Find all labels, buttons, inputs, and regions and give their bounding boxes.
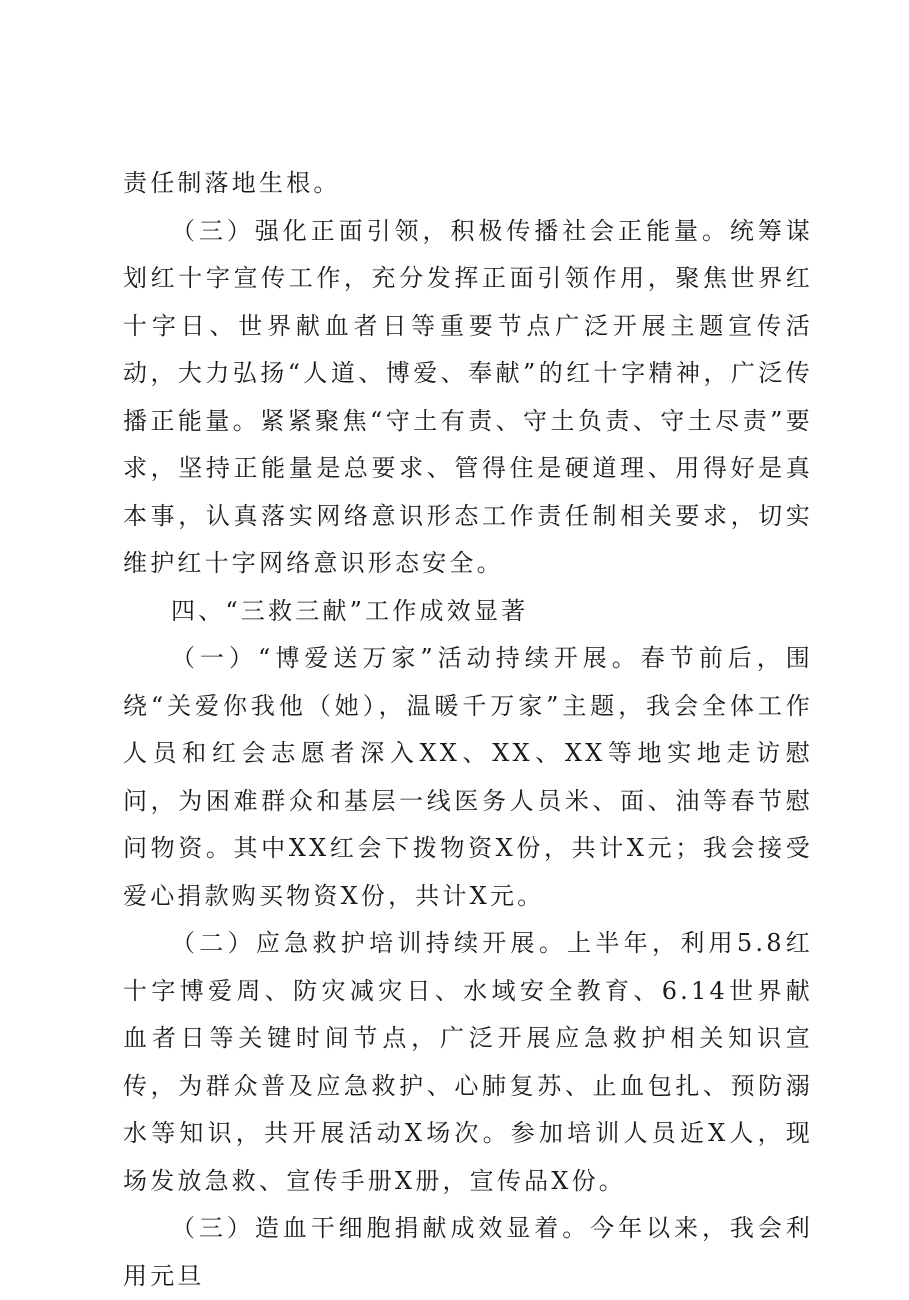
paragraph-love-to-homes: （一）“博爱送万家”活动持续开展。春节前后，围绕“关爱你我他（她），温暖千万家”主题，我会全体工作人员和红会志愿者深入XX、XX、XX等地实地走访慰问，为困难群众和基层一线医务人员米、面、油等春节慰问物资。其中XX红会下拨物资X份，共计X元；我会接受爱心捐款购买物资X份，共计X元。 — [123, 644, 813, 910]
paragraph-emergency-training: （二）应急救护培训持续开展。上半年，利用5.8红十字博爱周、防灾减灾日、水域安全教育、6.14世界献血者日等关键时间节点，广泛开展应急救护相关知识宣传，为群众普及应急救护、心肺复苏、止血包扎、预防溺水等知识，共开展活动X场次。参加培训人员近X人，现场发放急救、宣传手册X册，宣传品X份。 — [123, 929, 813, 1195]
paragraph-positive-guidance: （三）强化正面引领，积极传播社会正能量。统筹谋划红十字宣传工作，充分发挥正面引领作用，聚焦世界红十字日、世界献血者日等重要节点广泛开展主题宣传活动，大力弘扬“人道、博爱、奉献”的红十字精神，广泛传播正能量。紧紧聚焦“守土有责、守土负责、守土尽责”要求，坚持正能量是总要求、管得住是硬道理、用得好是真本事，认真落实网络意识形态工作责任制相关要求，切实维护红十字网络意识形态安全。 — [123, 216, 813, 577]
paragraph-stem-cell-donation: （三）造血干细胞捐献成效显着。今年以来，我会利用元旦 — [123, 1214, 813, 1290]
document-body — [123, 160, 813, 1300]
section-heading-four: 四、“三救三献”工作成效显著 — [171, 596, 529, 625]
paragraph-continuation: 责任制落地生根。 — [123, 169, 341, 197]
